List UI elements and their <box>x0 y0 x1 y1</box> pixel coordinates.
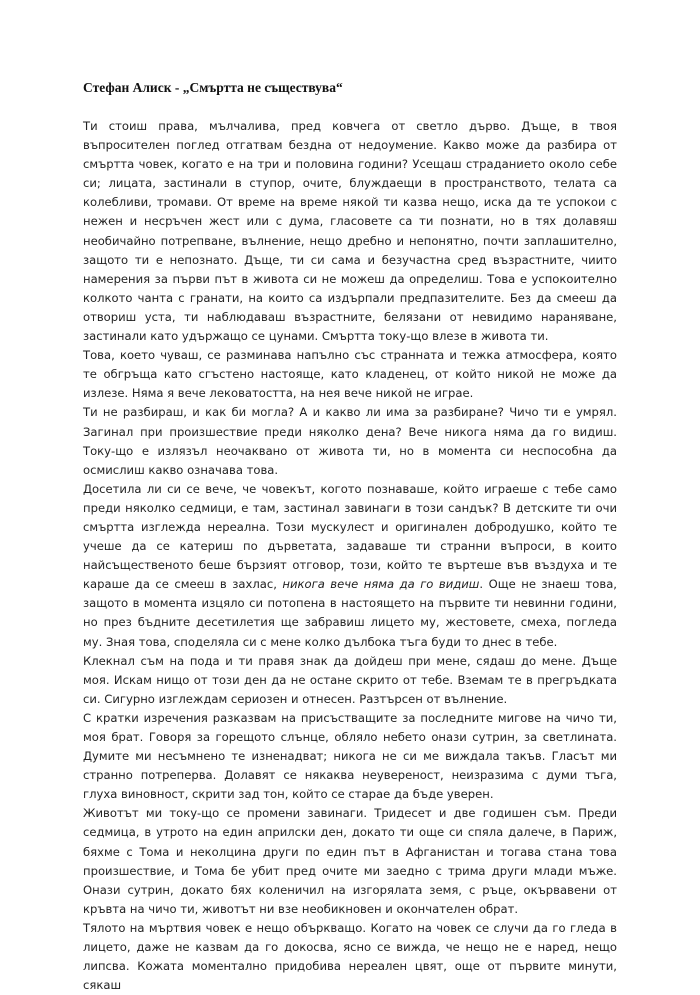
document-body <box>83 117 617 995</box>
paragraph-6: С кратки изречения разказвам на присъстващите за последните мигове на чичо ти, моя брат. Говоря за горещото слънце, обляло небето онази сутрин, за светлината. Думите ми несъмнено те изненадват; никога не си ме виждала такъв. Гласът ми странно потреперва. Долавят се някаква неувереност, неизразима с думи тъга, глуха виновност, скрити зад тон, който се старае да бъде уверен. <box>83 710 617 802</box>
paragraph-4-text-a: Досетила ли си се вече, че човекът, когото познаваше, който играеше с тебе само преди няколко седмици, е там, застинал завинаги в този сандък? В детските ти очи смъртта изглежда нереална. Този мускулест и оригинален добродушко, който те учеше да се катериш по дърветата, задаваше ти странни въпроси, в които найсъщественото беше бързият отговор, този, който те въртеше във въздуха и те караше да се смееш в захлас, <box>83 481 617 592</box>
paragraph-4-emphasis: никога вече няма да го видиш <box>282 577 480 592</box>
document-title: Стефан Алиск - „Смъртта не съществува“ <box>83 80 343 95</box>
paragraph-8: Тялото на мъртвия човек е нещо объркващо. Когато на човек се случи да го гледа в лицето, даже не казвам да го докосва, ясно се вижда, че нещо не е наред, нещо липсва. Кожата моментално придобива нереален цвят, още от първите минути, сякаш <box>83 920 617 993</box>
paragraph-1: Ти стоиш права, мълчалива, пред ковчега от светло дърво. Дъще, в твоя въпросителен поглед отгатвам бездна от недоумение. Какво може да разбира от смъртта човек, когато е на три и половина години? Усещаш страданието около себе си; лицата, застинали в ступор, очите, блуждаещи в пространството, телата са колебливи, тромави. От време на време някой ти казва нещо, иска да те успокои с нежен и несръчен жест или с дума, гласовете са ти познати, но в тях долавяш необичайно потрепване, вълнение, нещо дребно и непонятно, почти заплашително, защото ти е непознато. Дъще, ти си сама и безучастна сред възрастните, чиито намерения за първи път в живота си не можеш да определиш. Това е успокоително колкото чанта с гранати, на които са издърпали предпазителите. Без да смееш да отвориш уста, ти наблюдаваш възрастните, белязани от невидимо нараняване, застинали като удържащо се цунами. Смъртта току-що влезе в живота ти. <box>83 119 617 344</box>
paragraph-7: Животът ми току-що се промени завинаги. Тридесет и две годишен съм. Преди седмица, в утрото на един априлски ден, докато ти още си спяла далече, в Париж, бяхме с Тома и неколцина други по един път в Афганистан и тогава стана това произшествие, и Тома бе убит пред очите ми заедно с трима други млади мъже. Онази сутрин, докато бях коленичил на изгорялата земя, с ръце, окървавени от кръвта на чичо ти, животът ни взе необикновен и окончателен обрат. <box>83 806 617 916</box>
paragraph-4-text-b: . Още не знаеш това, защото в момента изцяло си потопена в настоящето на първите ти невинни години, но през бъдните десетилетия ще забравиш лицето му, жестовете, смеха, погледа му. Зная това, споделяла си с мене колко дълбока тъга буди то днес в тебе. <box>83 577 617 649</box>
paragraph-4 <box>83 480 617 652</box>
paragraph-5: Клекнал съм на пода и ти правя знак да дойдеш при мене, сядаш до мене. Дъще моя. Искам нищо от този ден да не остане скрито от тебе. Вземам те в прегръдката си. Сигурно изглеждам сериозен и отнесен. Разтърсен от вълнение. <box>83 653 617 706</box>
paragraph-3: Ти не разбираш, и как би могла? А и какво ли има за разбиране? Чичо ти е умрял. Загинал при произшествие преди няколко дена? Вече никога няма да го видиш. Току-що е излязъл неочаквано от живота ти, но в момента си неспособна да осмислиш какво означава това. <box>83 405 617 477</box>
paragraph-2: Това, което чуваш, се разминава напълно със странната и тежка атмосфера, която те обгръща като сгъстено настояще, като кладенец, от който никой не може да излезе. Няма я вече лековатостта, на нея вече никой не играе. <box>83 348 617 401</box>
